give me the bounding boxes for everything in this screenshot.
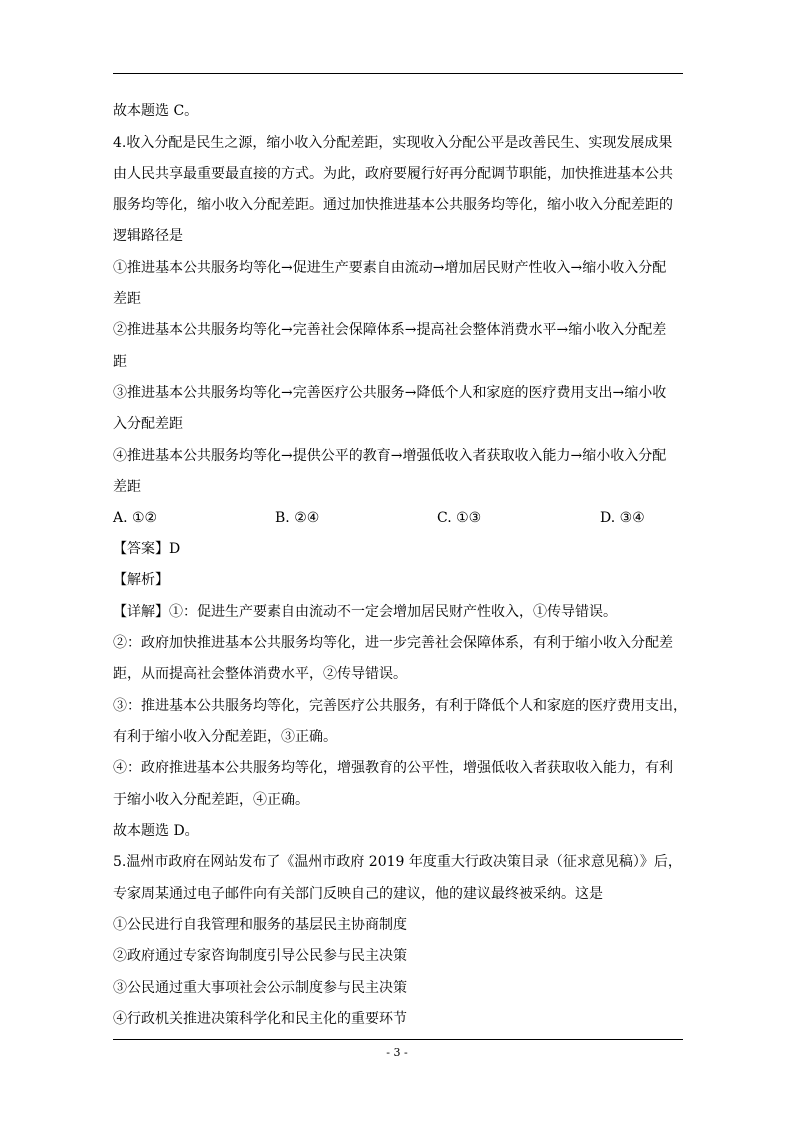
text-line: 故本题选 D。 (113, 823, 199, 839)
statement-2: ②政府通过专家咨询制度引导公民参与民主决策 (113, 948, 407, 964)
header-rule (113, 73, 683, 74)
text-line: 于缩小收入分配差距，④正确。 (113, 792, 309, 808)
text-line: ②：政府加快推进基本公共服务均等化，进一步完善社会保障体系，有利于缩小收入分配差 (113, 635, 673, 651)
question-4-stem: 4.收入分配是民生之源，缩小收入分配差距，实现收入分配公平是改善民生、实现发展成果 (113, 135, 673, 151)
statement-3: ③公民通过重大事项社会公示制度参与民主决策 (113, 980, 407, 996)
option-d: D. ③④ (600, 510, 645, 526)
text-line: ③：推进基本公共服务均等化，完善医疗公共服务，有利于降低个人和家庭的医疗费用支出， (113, 698, 687, 714)
text-line: 距，从而提高社会整体消费水平，②传导错误。 (113, 666, 407, 682)
text-line: 专家周某通过电子邮件向有关部门反映自己的建议，他的建议最终被采纳。这是 (113, 886, 603, 902)
answer-line: 【答案】D (113, 541, 181, 557)
option-b: B. ②④ (275, 510, 320, 526)
text-line: 服务均等化，缩小收入分配差距。通过加快推进基本公共服务均等化，缩小收入分配差距的 (113, 197, 673, 213)
statement-2: ②推进基本公共服务均等化→完善社会保障体系→提高社会整体消费水平→缩小收入分配差 (113, 322, 667, 338)
statement-4: ④行政机关推进决策科学化和民主化的重要环节 (113, 1011, 407, 1027)
statement-3: ③推进基本公共服务均等化→完善医疗公共服务→降低个人和家庭的医疗费用支出→缩小收 (113, 385, 667, 401)
option-c: C. ①③ (437, 510, 482, 526)
detail-line: 【详解】①：促进生产要素自由流动不一定会增加居民财产性收入，①传导错误。 (113, 604, 617, 620)
statement-1: ①公民进行自我管理和服务的基层民主协商制度 (113, 917, 407, 933)
text-line: 距 (113, 354, 127, 370)
text-line: 故本题选 C。 (113, 103, 199, 119)
text-line: 逻辑路径是 (113, 228, 183, 244)
statement-4: ④推进基本公共服务均等化→提供公平的教育→增强低收入者获取收入能力→缩小收入分配 (113, 448, 667, 464)
text-line: 有利于缩小收入分配差距，③正确。 (113, 729, 337, 745)
footer-rule (113, 1039, 683, 1040)
text-line: 由人民共享最重要最直接的方式。为此，政府要履行好再分配调节职能，加快推进基本公共 (113, 166, 673, 182)
text-line: 差距 (113, 479, 141, 495)
text-line: 入分配差距 (113, 416, 183, 432)
text-line: 差距 (113, 291, 141, 307)
page-number: - 3 - (386, 1046, 408, 1059)
text-line: ④：政府推进基本公共服务均等化，增强教育的公平性，增强低收入者获取收入能力，有利 (113, 760, 673, 776)
analysis-heading: 【解析】 (113, 572, 169, 588)
question-5-stem: 5.温州市政府在网站发布了《温州市政府 2019 年度重大行政决策目录（征求意见稿）》后， (113, 854, 682, 870)
statement-1: ①推进基本公共服务均等化→促进生产要素自由流动→增加居民财产性收入→缩小收入分配 (113, 260, 667, 276)
option-a: A. ①② (113, 510, 158, 526)
